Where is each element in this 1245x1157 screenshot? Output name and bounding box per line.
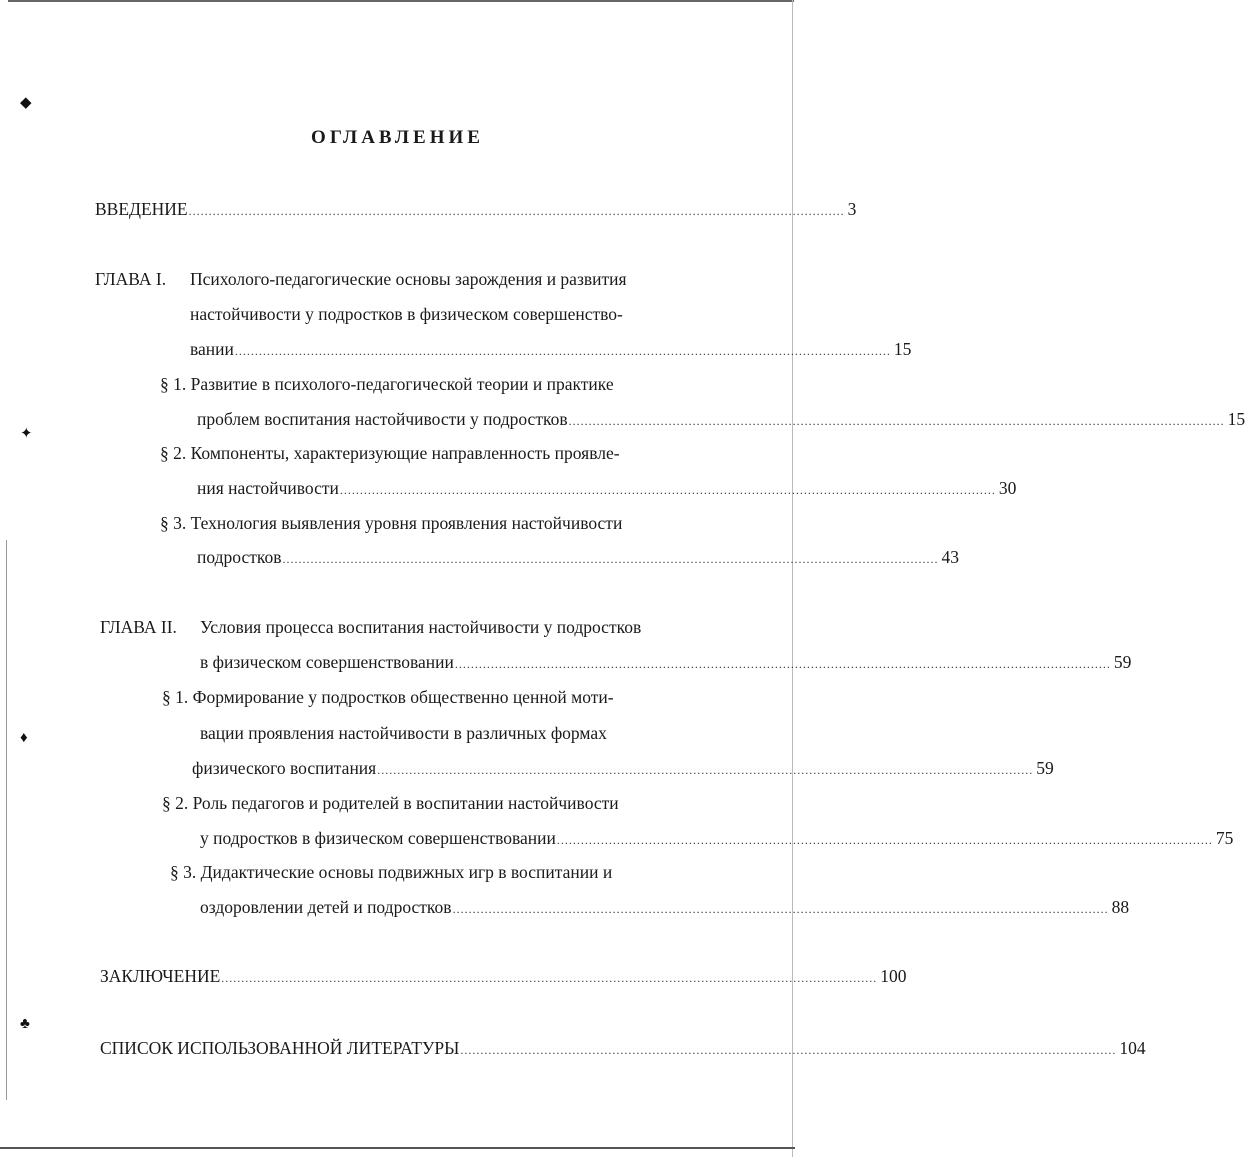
leader-dots: .................................................................................................................................................................... (452, 902, 1109, 916)
toc-chapter-1-heading (95, 267, 627, 291)
leader-dots: .................................................................................................................................................................... (282, 552, 939, 566)
chapter-title-line: в физическом совершенствовании (200, 652, 454, 672)
section-2-3-line: § 3. Дидактические основы подвижных игр в воспитании и (170, 862, 613, 882)
scan-speck-mark: ◆ (20, 95, 32, 111)
toc-entry-text: СПИСОК ИСПОЛЬЗОВАННОЙ ЛИТЕРАТУРЫ (100, 1038, 460, 1058)
toc-section-1-1 (197, 407, 1245, 431)
toc-page-number: 75 (1215, 828, 1234, 848)
toc-page-number: 30 (998, 478, 1017, 498)
toc-section-2-2 (200, 826, 1234, 850)
leader-dots: .................................................................................................................................................................... (460, 1043, 1117, 1057)
toc-section-2-1 (192, 756, 1054, 780)
section-2-1-line: § 1. Формирование у подростков общественно ценной моти- (162, 687, 614, 707)
section-title-line: у подростков в физическом совершенствовании (200, 828, 556, 848)
section-1-2-line: § 2. Компоненты, характеризующие направленность проявле- (160, 443, 620, 463)
toc-section-1-3 (197, 545, 959, 569)
toc-entry-conclusion (100, 964, 907, 988)
toc-page-number: 15 (1227, 409, 1245, 429)
section-2-2-line: § 2. Роль педагогов и родителей в воспитании настойчивости (162, 793, 619, 813)
scan-edge-top (8, 0, 794, 2)
chapter-label: ГЛАВА I. (95, 269, 167, 289)
toc-page-number: 59 (1113, 652, 1132, 672)
chapter-label: ГЛАВА II. (100, 617, 177, 637)
toc-page-number: 3 (847, 199, 857, 219)
chapter-title-line: настойчивости у подростков в физическом совершенство- (190, 304, 623, 324)
scan-speck-mark: ♣ (20, 1016, 30, 1032)
toc-entry-intro (95, 197, 857, 221)
leader-dots: .................................................................................................................................................................... (454, 657, 1111, 671)
toc-entry-text: ЗАКЛЮЧЕНИЕ (100, 966, 221, 986)
scan-speck-mark: ✦ (20, 426, 33, 442)
section-title-line: проблем воспитания настойчивости у подростков (197, 409, 568, 429)
chapter-title-line: вании (190, 339, 234, 359)
section-title-line: подростков (197, 547, 282, 567)
toc-entry-references (100, 1036, 1146, 1060)
section-2-1-line: вации проявления настойчивости в различных формах (200, 723, 607, 743)
section-1-1-line: § 1. Развитие в психолого-педагогической теории и практике (160, 374, 614, 394)
toc-page-number: 100 (880, 966, 907, 986)
leader-dots: .................................................................................................................................................................... (556, 833, 1213, 847)
scan-edge-left (6, 540, 7, 1100)
section-title-line: ния настойчивости (197, 478, 339, 498)
toc-page-number: 104 (1119, 1038, 1146, 1058)
toc-page-number: 88 (1111, 897, 1130, 917)
toc-chapter-2-last-line (200, 650, 1132, 674)
chapter-title-line: Психолого-педагогические основы зарождения и развития (190, 269, 627, 289)
leader-dots: .................................................................................................................................................................... (221, 971, 878, 985)
scan-speck-mark: ♦ (20, 730, 28, 746)
leader-dots: .................................................................................................................................................................... (234, 344, 891, 358)
section-1-3-line: § 3. Технология выявления уровня проявления настойчивости (160, 513, 623, 533)
leader-dots: .................................................................................................................................................................... (339, 483, 996, 497)
section-title-line: физического воспитания (192, 758, 377, 778)
page-title: ОГЛАВЛЕНИЕ (311, 127, 484, 148)
chapter-title-line: Условия процесса воспитания настойчивости у подростков (200, 617, 642, 637)
scan-edge-bottom (0, 1147, 795, 1149)
toc-section-1-2 (197, 476, 1017, 500)
leader-dots: .................................................................................................................................................................... (377, 763, 1034, 777)
toc-page-number: 15 (893, 339, 912, 359)
toc-page-number: 59 (1036, 758, 1054, 778)
toc-section-2-3 (200, 895, 1130, 919)
toc-chapter-1-last-line (190, 337, 912, 361)
section-title-line: оздоровлении детей и подростков (200, 897, 452, 917)
toc-page-number: 43 (941, 547, 959, 567)
toc-entry-text: ВВЕДЕНИЕ (95, 199, 188, 219)
toc-chapter-2-heading (100, 615, 641, 639)
leader-dots: .................................................................................................................................................................... (568, 414, 1225, 428)
leader-dots: .................................................................................................................................................................... (188, 204, 845, 218)
